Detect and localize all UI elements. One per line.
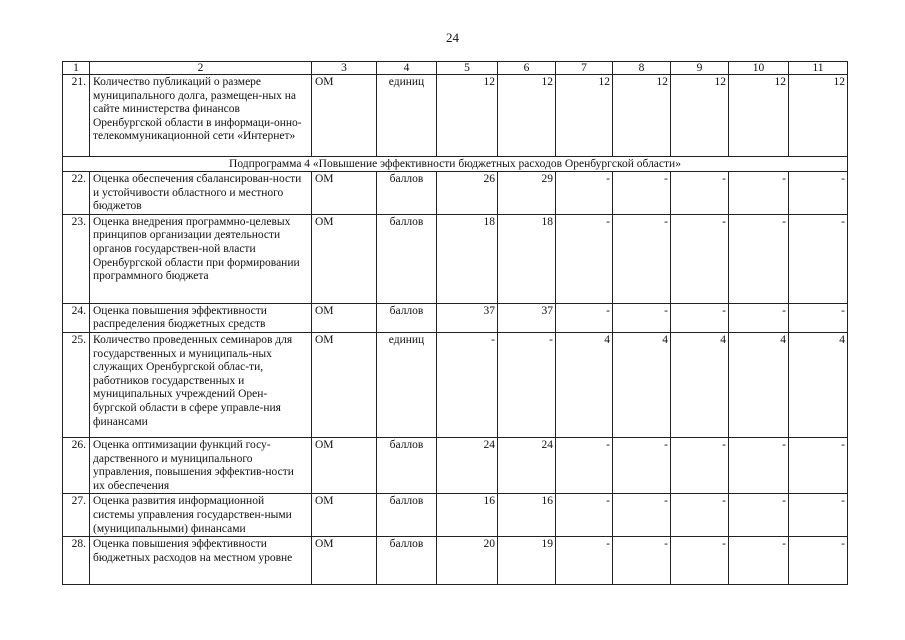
value-cell: 24 <box>498 437 556 493</box>
value-cell: 18 <box>498 214 556 303</box>
value-cell: 18 <box>437 214 498 303</box>
column-header-2: 2 <box>90 62 312 75</box>
column-header-8: 8 <box>613 62 671 75</box>
table-row <box>63 437 848 493</box>
column-header-4: 4 <box>377 62 437 75</box>
value-cell: - <box>556 494 613 537</box>
value-cell: 16 <box>437 494 498 537</box>
column-header-5: 5 <box>437 62 498 75</box>
value-cell: - <box>613 537 671 585</box>
measurement-unit: баллов <box>377 303 437 332</box>
indicator-name: Количество проведенных семинаров для государственных и муниципаль-ных служащих Оренбургской облас-ти, работников государственных и муниципальных учреждений Орен-бургской области в сфере управле-ния финансами <box>90 332 312 437</box>
table-row <box>63 537 848 585</box>
subprogram-title: Подпрограмма 4 «Повышение эффективности бюджетных расходов Оренбургской области» <box>63 157 848 172</box>
value-cell: 37 <box>437 303 498 332</box>
value-cell: - <box>729 214 789 303</box>
indicator-name: Оценка внедрения программно-целевых принципов организации деятельности органов государствен-ной власти Оренбургской области при формировании программного бюджета <box>90 214 312 303</box>
value-cell: 24 <box>437 437 498 493</box>
table-row <box>63 332 848 437</box>
value-cell: - <box>437 332 498 437</box>
measurement-unit: единиц <box>377 332 437 437</box>
indicator-name: Количество публикаций о размере муниципального долга, размещен-ных на сайте министерства финансов Оренбургской области в информаци-онно-телекоммуникационной сети «Интернет» <box>90 75 312 157</box>
value-cell: 12 <box>671 75 729 157</box>
value-cell: - <box>729 494 789 537</box>
value-cell: - <box>556 214 613 303</box>
indicator-type: ОМ <box>312 303 377 332</box>
indicator-type: ОМ <box>312 437 377 493</box>
value-cell: - <box>789 537 848 585</box>
value-cell: 26 <box>437 172 498 215</box>
indicator-type: ОМ <box>312 75 377 157</box>
table-row <box>63 214 848 303</box>
value-cell: - <box>671 537 729 585</box>
indicator-type: ОМ <box>312 214 377 303</box>
value-cell: - <box>789 437 848 493</box>
value-cell: 37 <box>498 303 556 332</box>
measurement-unit: баллов <box>377 437 437 493</box>
value-cell: 4 <box>789 332 848 437</box>
indicator-type: ОМ <box>312 494 377 537</box>
column-header-9: 9 <box>671 62 729 75</box>
value-cell: - <box>556 303 613 332</box>
value-cell: - <box>613 303 671 332</box>
table-row <box>63 172 848 215</box>
indicator-type: ОМ <box>312 537 377 585</box>
column-number-header-row <box>63 62 848 75</box>
value-cell: - <box>556 172 613 215</box>
value-cell: - <box>671 494 729 537</box>
indicator-name: Оценка оптимизации функций госу-дарственного и муниципального управления, повышения эффектив-ности их обеспечения <box>90 437 312 493</box>
row-number: 28. <box>63 537 90 585</box>
column-header-1: 1 <box>63 62 90 75</box>
table-row <box>63 494 848 537</box>
value-cell: 4 <box>729 332 789 437</box>
indicator-name: Оценка обеспечения сбалансирован-ности и устойчивости областного и местного бюджетов <box>90 172 312 215</box>
measurement-unit: баллов <box>377 494 437 537</box>
value-cell: - <box>729 537 789 585</box>
value-cell: 12 <box>789 75 848 157</box>
page-number: 24 <box>446 30 459 45</box>
table-row <box>63 303 848 332</box>
value-cell: - <box>729 303 789 332</box>
value-cell: - <box>671 172 729 215</box>
column-header-7: 7 <box>556 62 613 75</box>
indicator-type: ОМ <box>312 332 377 437</box>
value-cell: 4 <box>671 332 729 437</box>
measurement-unit: единиц <box>377 75 437 157</box>
value-cell: - <box>613 494 671 537</box>
measurement-unit: баллов <box>377 537 437 585</box>
value-cell: - <box>613 437 671 493</box>
row-number: 27. <box>63 494 90 537</box>
row-number: 21. <box>63 75 90 157</box>
subprogram-header-row <box>63 157 848 172</box>
column-header-3: 3 <box>312 62 377 75</box>
value-cell: - <box>556 537 613 585</box>
value-cell: 16 <box>498 494 556 537</box>
indicators-table <box>62 61 848 585</box>
value-cell: - <box>789 494 848 537</box>
table-body <box>63 75 848 585</box>
column-header-6: 6 <box>498 62 556 75</box>
value-cell: - <box>498 332 556 437</box>
value-cell: - <box>789 214 848 303</box>
row-number: 25. <box>63 332 90 437</box>
row-number: 26. <box>63 437 90 493</box>
value-cell: - <box>671 303 729 332</box>
value-cell: - <box>671 214 729 303</box>
row-number: 24. <box>63 303 90 332</box>
value-cell: - <box>613 214 671 303</box>
indicator-type: ОМ <box>312 172 377 215</box>
measurement-unit: баллов <box>377 172 437 215</box>
row-number: 22. <box>63 172 90 215</box>
value-cell: 12 <box>556 75 613 157</box>
value-cell: 12 <box>437 75 498 157</box>
measurement-unit: баллов <box>377 214 437 303</box>
column-header-10: 10 <box>729 62 789 75</box>
value-cell: 4 <box>556 332 613 437</box>
indicator-name: Оценка развития информационной системы управления государствен-ными (муниципальными) финансами <box>90 494 312 537</box>
indicator-name: Оценка повышения эффективности распределения бюджетных средств <box>90 303 312 332</box>
value-cell: - <box>729 437 789 493</box>
value-cell: - <box>789 172 848 215</box>
value-cell: 12 <box>613 75 671 157</box>
value-cell: - <box>789 303 848 332</box>
value-cell: - <box>671 437 729 493</box>
value-cell: - <box>613 172 671 215</box>
column-header-11: 11 <box>789 62 848 75</box>
value-cell: 20 <box>437 537 498 585</box>
value-cell: - <box>729 172 789 215</box>
value-cell: 12 <box>498 75 556 157</box>
row-number: 23. <box>63 214 90 303</box>
value-cell: 29 <box>498 172 556 215</box>
indicator-name: Оценка повышения эффективности бюджетных расходов на местном уровне <box>90 537 312 585</box>
value-cell: - <box>556 437 613 493</box>
value-cell: 12 <box>729 75 789 157</box>
value-cell: 19 <box>498 537 556 585</box>
value-cell: 4 <box>613 332 671 437</box>
table-row <box>63 75 848 157</box>
